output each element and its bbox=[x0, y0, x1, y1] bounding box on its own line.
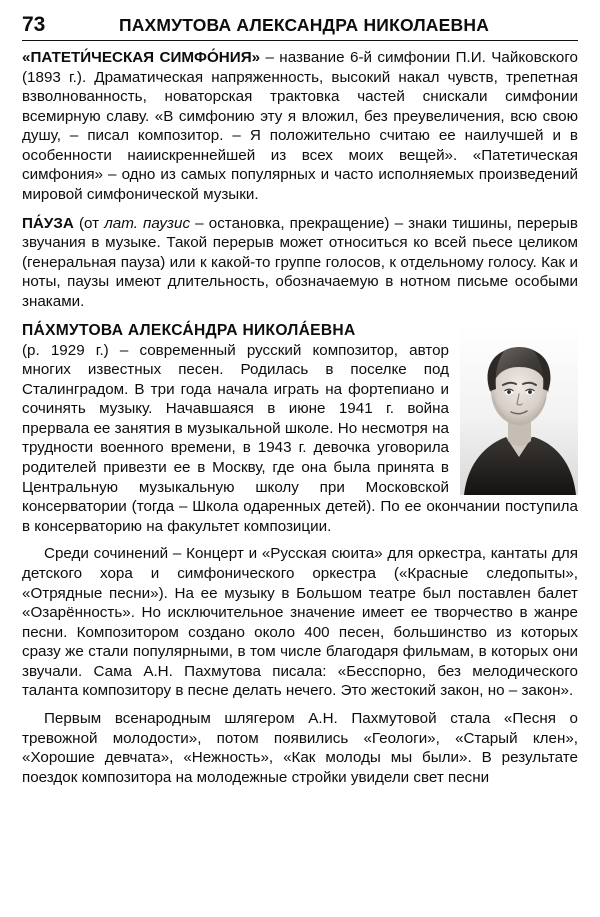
entry-pakhmutova bbox=[22, 321, 578, 787]
main-entry-body-1: (р. 1929 г.) – современный русский композитор, автор многих известных песен. Родилась в поселке под Сталинградом. В три года начала играть на фортепиано и сочинять музыку. Начавшаяся в июне 1941 г. война прервала ее занятия в музыкальной школе. Но несмотря на трудности военного времени, в 1943 г. девочка уговорила родителей привезти ее в Москву, где она была принята в Центральную музыкальную школу при Московской консерватории (тогда – Школа одаренных детей). По ее окончании поступила в консерваторию на факультет композиции. bbox=[22, 341, 578, 535]
page-content bbox=[22, 48, 578, 787]
portrait-illustration bbox=[460, 323, 578, 495]
page-header bbox=[22, 14, 578, 36]
entry-body: – название 6-й симфонии П.И. Чайковского (1893 г.). Драматическая напряженность, высокий накал чувств, трепетная взволнованность, новаторская трактовка частей снискали симфонии всемирную славу. «В симфонию эту я вложил, без преувеличения, всю свою душу, – писал композитор. – Я положительно считаю ее наилучшей и в особенности наиискреннейшей из всех моих вещей». «Патетическая симфония» – одно из самых популярных и часто исполняемых произведений мировой симфонической музыки. bbox=[22, 49, 578, 203]
main-entry-paragraph-2: Среди сочинений – Концерт и «Русская сюита» для оркестра, кантаты для детского хора и симфонического оркестра («Красные следопыты», «Отрядные песни»). На ее музыку в Большом театре был поставлен балет «Озарённость». Но исключительное значение имеет ее творчество в жанре песни. Композитором создано около 400 песен, большинство из которых сразу же стали популярными, в том числе благодаря фильмам, в которых они звучали. Сама А.Н. Пахмутова писала: «Бесспорно, без мелодического таланта композитору в песне делать нечего. Это жестокий закон, но – закон». bbox=[22, 545, 578, 700]
portrait-pakhmutova bbox=[460, 323, 578, 495]
entry-pauza bbox=[22, 214, 578, 312]
entry-body-post: – остановка, прекращение) – знаки тишины, перерыв звучания в музыке. Такой перерыв может относиться ко всей пьесе целиком (генеральная пауза) или к какой-то группе голосов, к отдельному голосу. Как и ноты, паузы имеют длительность, обозначаемую в нотном письме особыми знаками. bbox=[22, 214, 578, 310]
entry-body-italic: лат. паузис bbox=[104, 214, 191, 232]
entry-term: ПА́УЗА bbox=[22, 214, 74, 232]
main-entry-paragraph-3: Первым всенародным шлягером А.Н. Пахмутовой стала «Песня о тревожной молодости», потом появились «Геологи», «Старый клен», «Хорошие девчата», «Нежность», «Как молоды мы были». В результате поездок композитора на молодежные стройки увидели свет песни bbox=[22, 710, 578, 786]
entry-body-pre: (от bbox=[73, 214, 105, 232]
main-entry-term: ПА́ХМУТОВА АЛЕКСА́НДРА НИКОЛА́ЕВНА bbox=[22, 321, 356, 339]
header-rule bbox=[22, 40, 578, 41]
running-title: ПАХМУТОВА АЛЕКСАНДРА НИКОЛАЕВНА bbox=[118, 15, 490, 35]
entry-term: «ПАТЕТИ́ЧЕСКАЯ СИМФО́НИЯ» bbox=[22, 49, 261, 66]
page-number: 73 bbox=[22, 13, 46, 36]
entry-patheticheskaya-simfoniya bbox=[22, 48, 578, 204]
